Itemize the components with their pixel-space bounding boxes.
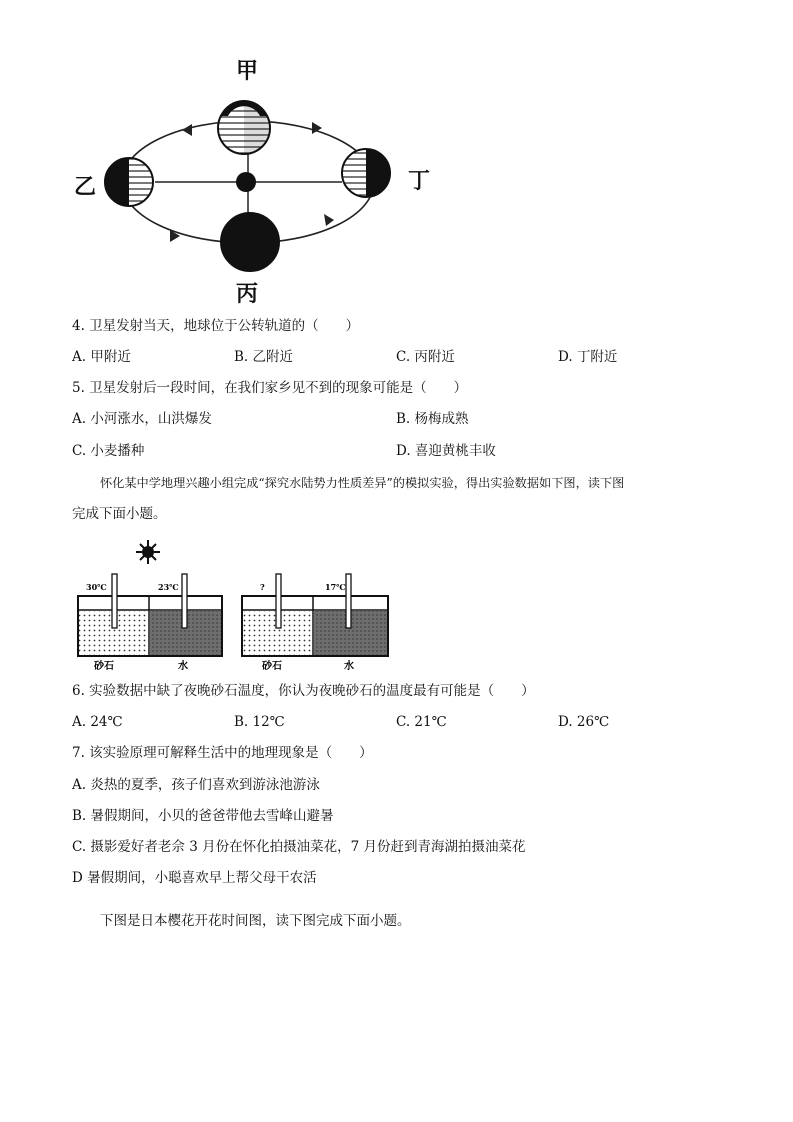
label-bing: 丙	[236, 281, 259, 307]
thermometer	[276, 574, 281, 628]
label-ding: 丁	[408, 168, 431, 194]
moon-icon	[298, 542, 309, 564]
q6-option-d: D. 26℃	[558, 714, 610, 730]
intro2-line2: 完成下面小题。	[72, 506, 167, 522]
q4-stem: 4. 卫星发射当天，地球位于公转轨道的（ ）	[72, 318, 360, 334]
orbit-arrow	[182, 124, 192, 136]
q5-option-b: B. 杨梅成熟	[396, 411, 469, 427]
day-water-label: 水	[178, 661, 188, 672]
orbit-diagram	[60, 60, 460, 305]
q7-option-c: C. 摄影爱好者老佘 3 月份在怀化拍摄油菜花，7 月份赶到青海湖拍摄油菜花	[72, 839, 526, 855]
q6-option-b: B. 12℃	[234, 714, 285, 730]
q5-option-d: D. 喜迎黄桃丰收	[396, 443, 496, 459]
day-sand-label: 砂石	[94, 661, 114, 672]
thermometer	[112, 574, 117, 628]
night-sand-label: 砂石	[262, 661, 282, 672]
night-sand-temp: ?	[260, 582, 265, 592]
intro2-line1: 怀化某中学地理兴趣小组完成“探究水陆势力性质差异”的模拟实验，得出实验数据如下图，读下图	[100, 476, 625, 490]
experiment-figure	[72, 538, 402, 673]
day-sand-temp: 30℃	[86, 582, 107, 592]
earth-jia	[218, 100, 270, 154]
q6-option-a: A. 24℃	[72, 714, 123, 730]
intro3-line1: 下图是日本樱花开花时间图，读下图完成下面小题。	[100, 913, 411, 929]
earth-bing	[221, 213, 279, 271]
q7-option-b: B. 暑假期间，小贝的爸爸带他去雪峰山避暑	[72, 808, 334, 824]
q7-option-a: A. 炎热的夏季，孩子们喜欢到游泳池游泳	[72, 777, 320, 793]
day-water-temp: 23℃	[158, 582, 179, 592]
orbit-arrow	[324, 214, 334, 226]
orbit-figure	[60, 60, 460, 305]
earth-yi	[105, 158, 153, 206]
experiment-diagram	[72, 538, 402, 673]
q6-stem: 6. 实验数据中缺了夜晚砂石温度，你认为夜晚砂石的温度最有可能是（ ）	[72, 683, 535, 699]
thermometer	[182, 574, 187, 628]
sun-dot	[236, 172, 256, 192]
q7-stem: 7. 该实验原理可解释生活中的地理现象是（ ）	[72, 745, 373, 761]
q6-option-c: C. 21℃	[396, 714, 447, 730]
q5-stem: 5. 卫星发射后一段时间，在我们家乡见不到的现象可能是（ ）	[72, 380, 468, 396]
label-jia: 甲	[236, 58, 259, 84]
q4-option-d: D. 丁附近	[558, 349, 618, 365]
night-water-temp: 17℃	[325, 582, 346, 592]
q4-option-b: B. 乙附近	[234, 349, 294, 365]
thermometer	[346, 574, 351, 628]
sun-icon	[136, 540, 160, 564]
label-yi: 乙	[74, 174, 97, 200]
q7-option-d: D 暑假期间，小聪喜欢早上帮父母干农活	[72, 870, 317, 886]
q5-option-c: C. 小麦播种	[72, 443, 145, 459]
q4-option-c: C. 丙附近	[396, 349, 455, 365]
q4-option-a: A. 甲附近	[72, 349, 131, 365]
night-water-label: 水	[344, 661, 354, 672]
earth-ding	[342, 149, 390, 197]
q5-option-a: A. 小河涨水，山洪爆发	[72, 411, 212, 427]
